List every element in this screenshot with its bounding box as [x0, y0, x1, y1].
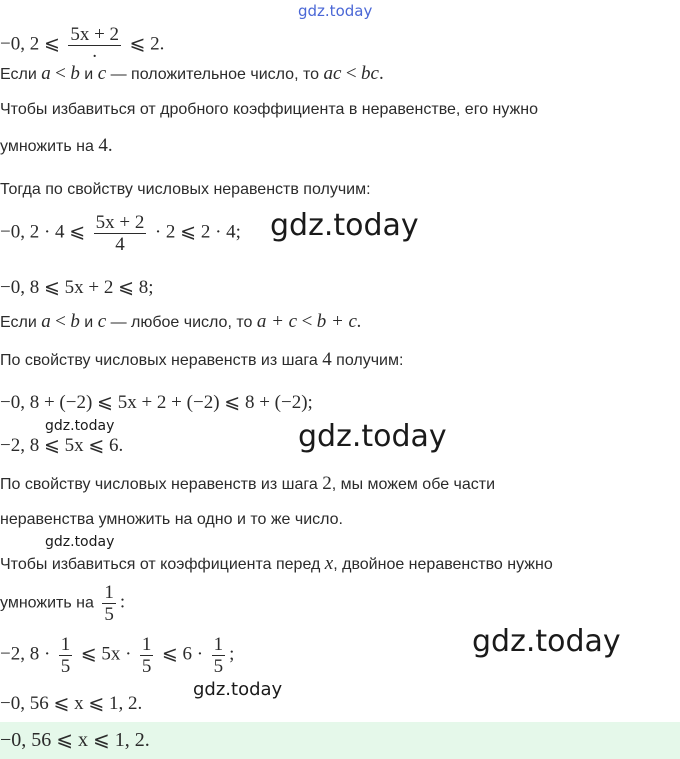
rule-if: Если: [0, 66, 37, 83]
rule-and: и: [84, 66, 94, 83]
paragraph-7-text: Чтобы избавиться от коэффициента перед: [0, 556, 321, 573]
fraction-denominator: 4: [115, 234, 125, 255]
watermark-1: gdz.today: [270, 208, 419, 243]
fraction-one-fifth-a: [59, 634, 73, 677]
inequality-1-left: −0, 2 ⩽: [0, 33, 60, 55]
paragraph-8: умножить на $\frac{1}{5}$ :: [0, 582, 126, 625]
fraction-one-fifth-b: [140, 634, 154, 677]
paragraph-4: [0, 350, 403, 371]
inequality-line-2: [0, 212, 241, 255]
fraction-numerator: 1: [213, 634, 224, 655]
paragraph-8-text: умножить на: [0, 594, 94, 612]
fraction-numerator: 1: [104, 582, 114, 603]
fraction-numerator: 1: [60, 634, 71, 655]
expr-a-plus-c: a + c: [256, 311, 298, 332]
inequality-2-right: · 2 ⩽ 2 · 4;: [154, 221, 241, 243]
expr-b-plus-c: b + c.: [316, 311, 362, 332]
paragraph-7: [0, 554, 553, 575]
fraction-5x-plus-2-over-4: [94, 212, 147, 255]
fraction-denominator: 5: [213, 656, 224, 677]
fraction-denominator: ·: [91, 46, 98, 67]
expr-bc: bc: [361, 63, 379, 84]
watermark-6: gdz.today: [193, 679, 283, 700]
step-number-4: 4: [322, 349, 332, 370]
multiplier-4: 4.: [98, 135, 113, 156]
answer-text: −0, 56 ⩽ x ⩽ 1, 2.: [0, 729, 150, 751]
paragraph-3: Тогда по свойству числовых неравенств получим:: [0, 181, 371, 198]
paragraph-5-end: , мы можем обе части: [331, 476, 496, 493]
rule-multiplication: Если a < b и c — положительное число, то ac < bc.: [0, 63, 384, 84]
inequality-line-3: −0, 8 ⩽ 5x + 2 ⩽ 8;: [0, 277, 154, 298]
inequality-line-4: −0, 8 + (−2) ⩽ 5x + 2 + (−2) ⩽ 8 + (−2);: [0, 392, 313, 413]
fraction-one-fifth: [102, 582, 116, 625]
inequality-line-6: [0, 634, 234, 677]
rule-mult-mid: — положительное число, то: [110, 66, 319, 83]
inequality-line-1: [0, 24, 164, 67]
fraction-one-fifth-c: [212, 634, 226, 677]
step-number-2: 2: [322, 473, 332, 494]
paragraph-4-end: получим:: [336, 352, 404, 369]
fraction-denominator: 5: [60, 656, 71, 677]
answer-box: [0, 722, 680, 759]
paragraph-5-text: По свойству числовых неравенств из шага: [0, 476, 318, 493]
paragraph-7-end: , двойное неравенство нужно: [333, 556, 553, 573]
inequality-6-part-a: −2, 8 ·: [0, 643, 51, 665]
fraction-5x-plus-2: [68, 24, 121, 67]
paragraph-4-text: По свойству числовых неравенств из шага: [0, 352, 318, 369]
rule-if: Если: [0, 314, 37, 331]
inequality-1-right: ⩽ 2.: [129, 33, 165, 55]
fraction-denominator: 5: [141, 656, 152, 677]
variable-x: x: [324, 553, 334, 574]
watermark-2: gdz.today: [45, 418, 115, 434]
expr-ac: ac: [323, 63, 342, 84]
inequality-6-part-c: ⩽ 6 ·: [161, 643, 204, 665]
paragraph-6: неравенства умножить на одно и то же число.: [0, 511, 343, 528]
paragraph-5: [0, 474, 495, 495]
rule-addition: Если a < b и c — любое число, то a + c < b + c.: [0, 311, 362, 332]
inequality-2-left: −0, 2 · 4 ⩽: [0, 221, 86, 243]
watermark-3: gdz.today: [298, 419, 447, 454]
watermark-5: gdz.today: [472, 624, 621, 659]
fraction-numerator: 5x + 2: [70, 24, 120, 45]
rule-and: и: [84, 314, 94, 331]
paragraph-1: Чтобы избавиться от дробного коэффициента в неравенстве, его нужно: [0, 101, 538, 118]
paragraph-2-text: умножить на: [0, 138, 94, 155]
inequality-line-5: −2, 8 ⩽ 5x ⩽ 6.: [0, 435, 124, 456]
watermark-4: gdz.today: [45, 534, 115, 550]
rule-add-mid: — любое число, то: [110, 314, 253, 331]
inequality-6-end: ;: [229, 643, 235, 665]
fraction-denominator: 5: [104, 604, 114, 625]
fraction-numerator: 5x + 2: [95, 212, 145, 233]
fraction-numerator: 1: [141, 634, 152, 655]
inequality-line-7: −0, 56 ⩽ x ⩽ 1, 2.: [0, 693, 143, 714]
paragraph-2: [0, 136, 113, 157]
inequality-6-part-b: ⩽ 5x ·: [80, 643, 132, 665]
watermark-top: gdz.today: [298, 2, 373, 20]
